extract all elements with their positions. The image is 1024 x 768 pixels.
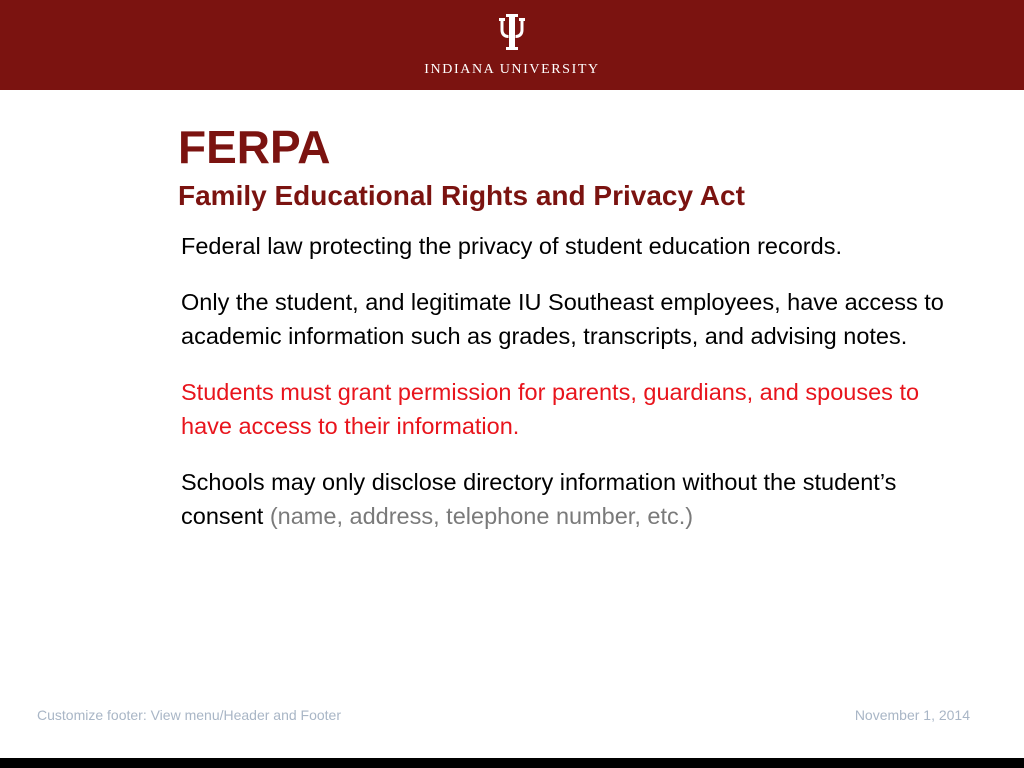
brand-name: INDIANA UNIVERSITY: [424, 62, 600, 77]
directory-examples: (name, address, telephone number, etc.): [269, 503, 694, 529]
paragraph-federal-law: Federal law protecting the privacy of student education records.: [181, 233, 842, 259]
slide-title: FERPA: [178, 121, 331, 173]
slide-body: [181, 229, 961, 555]
header-band: [0, 0, 1024, 90]
iu-trident-icon: [496, 14, 528, 50]
footer-text: Customize footer: View menu/Header and Footer: [37, 707, 342, 723]
slide-subtitle: Family Educational Rights and Privacy Act: [178, 180, 745, 211]
paragraph-disclosure: [181, 465, 961, 533]
paragraph-permission: Students must grant permission for parents, guardians, and spouses to have access to their information.: [181, 379, 920, 439]
bottom-bar: [0, 758, 1024, 768]
footer-date: November 1, 2014: [854, 707, 970, 723]
paragraph-access: Only the student, and legitimate IU Southeast employees, have access to academic information such as grades, transcripts, and advising notes.: [181, 289, 944, 349]
disclosure-text: Schools may only disclose directory information without the student’s consent: [181, 469, 897, 529]
